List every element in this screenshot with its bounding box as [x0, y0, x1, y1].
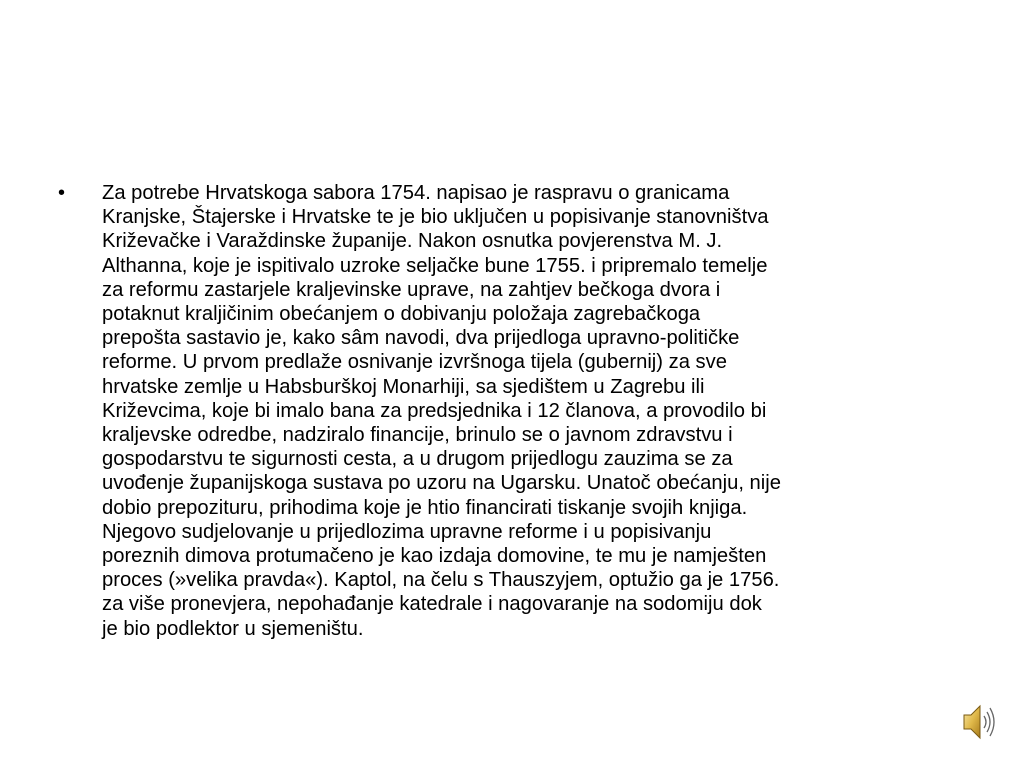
- bullet-marker: •: [58, 182, 66, 204]
- slide-content: [58, 181, 968, 641]
- speaker-sound-icon[interactable]: [958, 700, 998, 744]
- bullet-paragraph: Za potrebe Hrvatskoga sabora 1754. napisao je raspravu o granicama Kranjske, Štajerske i Hrvatske te je bio uključen u popisivanje stanovništva Križevačke i Varaždinske županije. Nakon osnutka povjerenstva M. J. Althanna, koje je ispitivalo uzroke seljačke bune 1755. i pripremalo temelje za reformu zastarjele kraljevinske uprave, na zahtjev bečkoga dvora i potaknut kraljičinim obećanjem o dobivanju položaja zagrebačkoga prepošta sastavio je, kako sâm navodi, dva prijedloga upravno-političke reforme. U prvom predlaže osnivanje izvršnoga tijela (gubernij) za sve hrvatske zemlje u Habsburškoj Monarhiji, sa sjedištem u Zagrebu ili Križevcima, koje bi imalo bana za predsjednika i 12 članova, a provodilo bi kraljevske odredbe, nadziralo financije, brinulo se o javnom zdravstvu i gospodarstvu te sigurnosti cesta, a u drugom prijedlogu zauzima se za uvođenje županijskoga sustava po uzoru na Ugarsku. Unatoč obećanju, nije dobio prepozituru, prihodima koje je htio financirati tiskanje svojih knjiga. Njegovo sudjelovanje u prijedlozima upravne reforme i u popisivanju poreznih dimova protumačeno je kao izdaja domovine, te mu je namješten proces (»velika pravda«). Kaptol, na čelu s Thauszyjem, optužio ga je 1756. za više pronevjera, nepohađanje katedrale i nagovaranje na sodomiju dok je bio podlektor u sjemeništu.: [102, 182, 781, 640]
- bullet-item: [58, 181, 968, 641]
